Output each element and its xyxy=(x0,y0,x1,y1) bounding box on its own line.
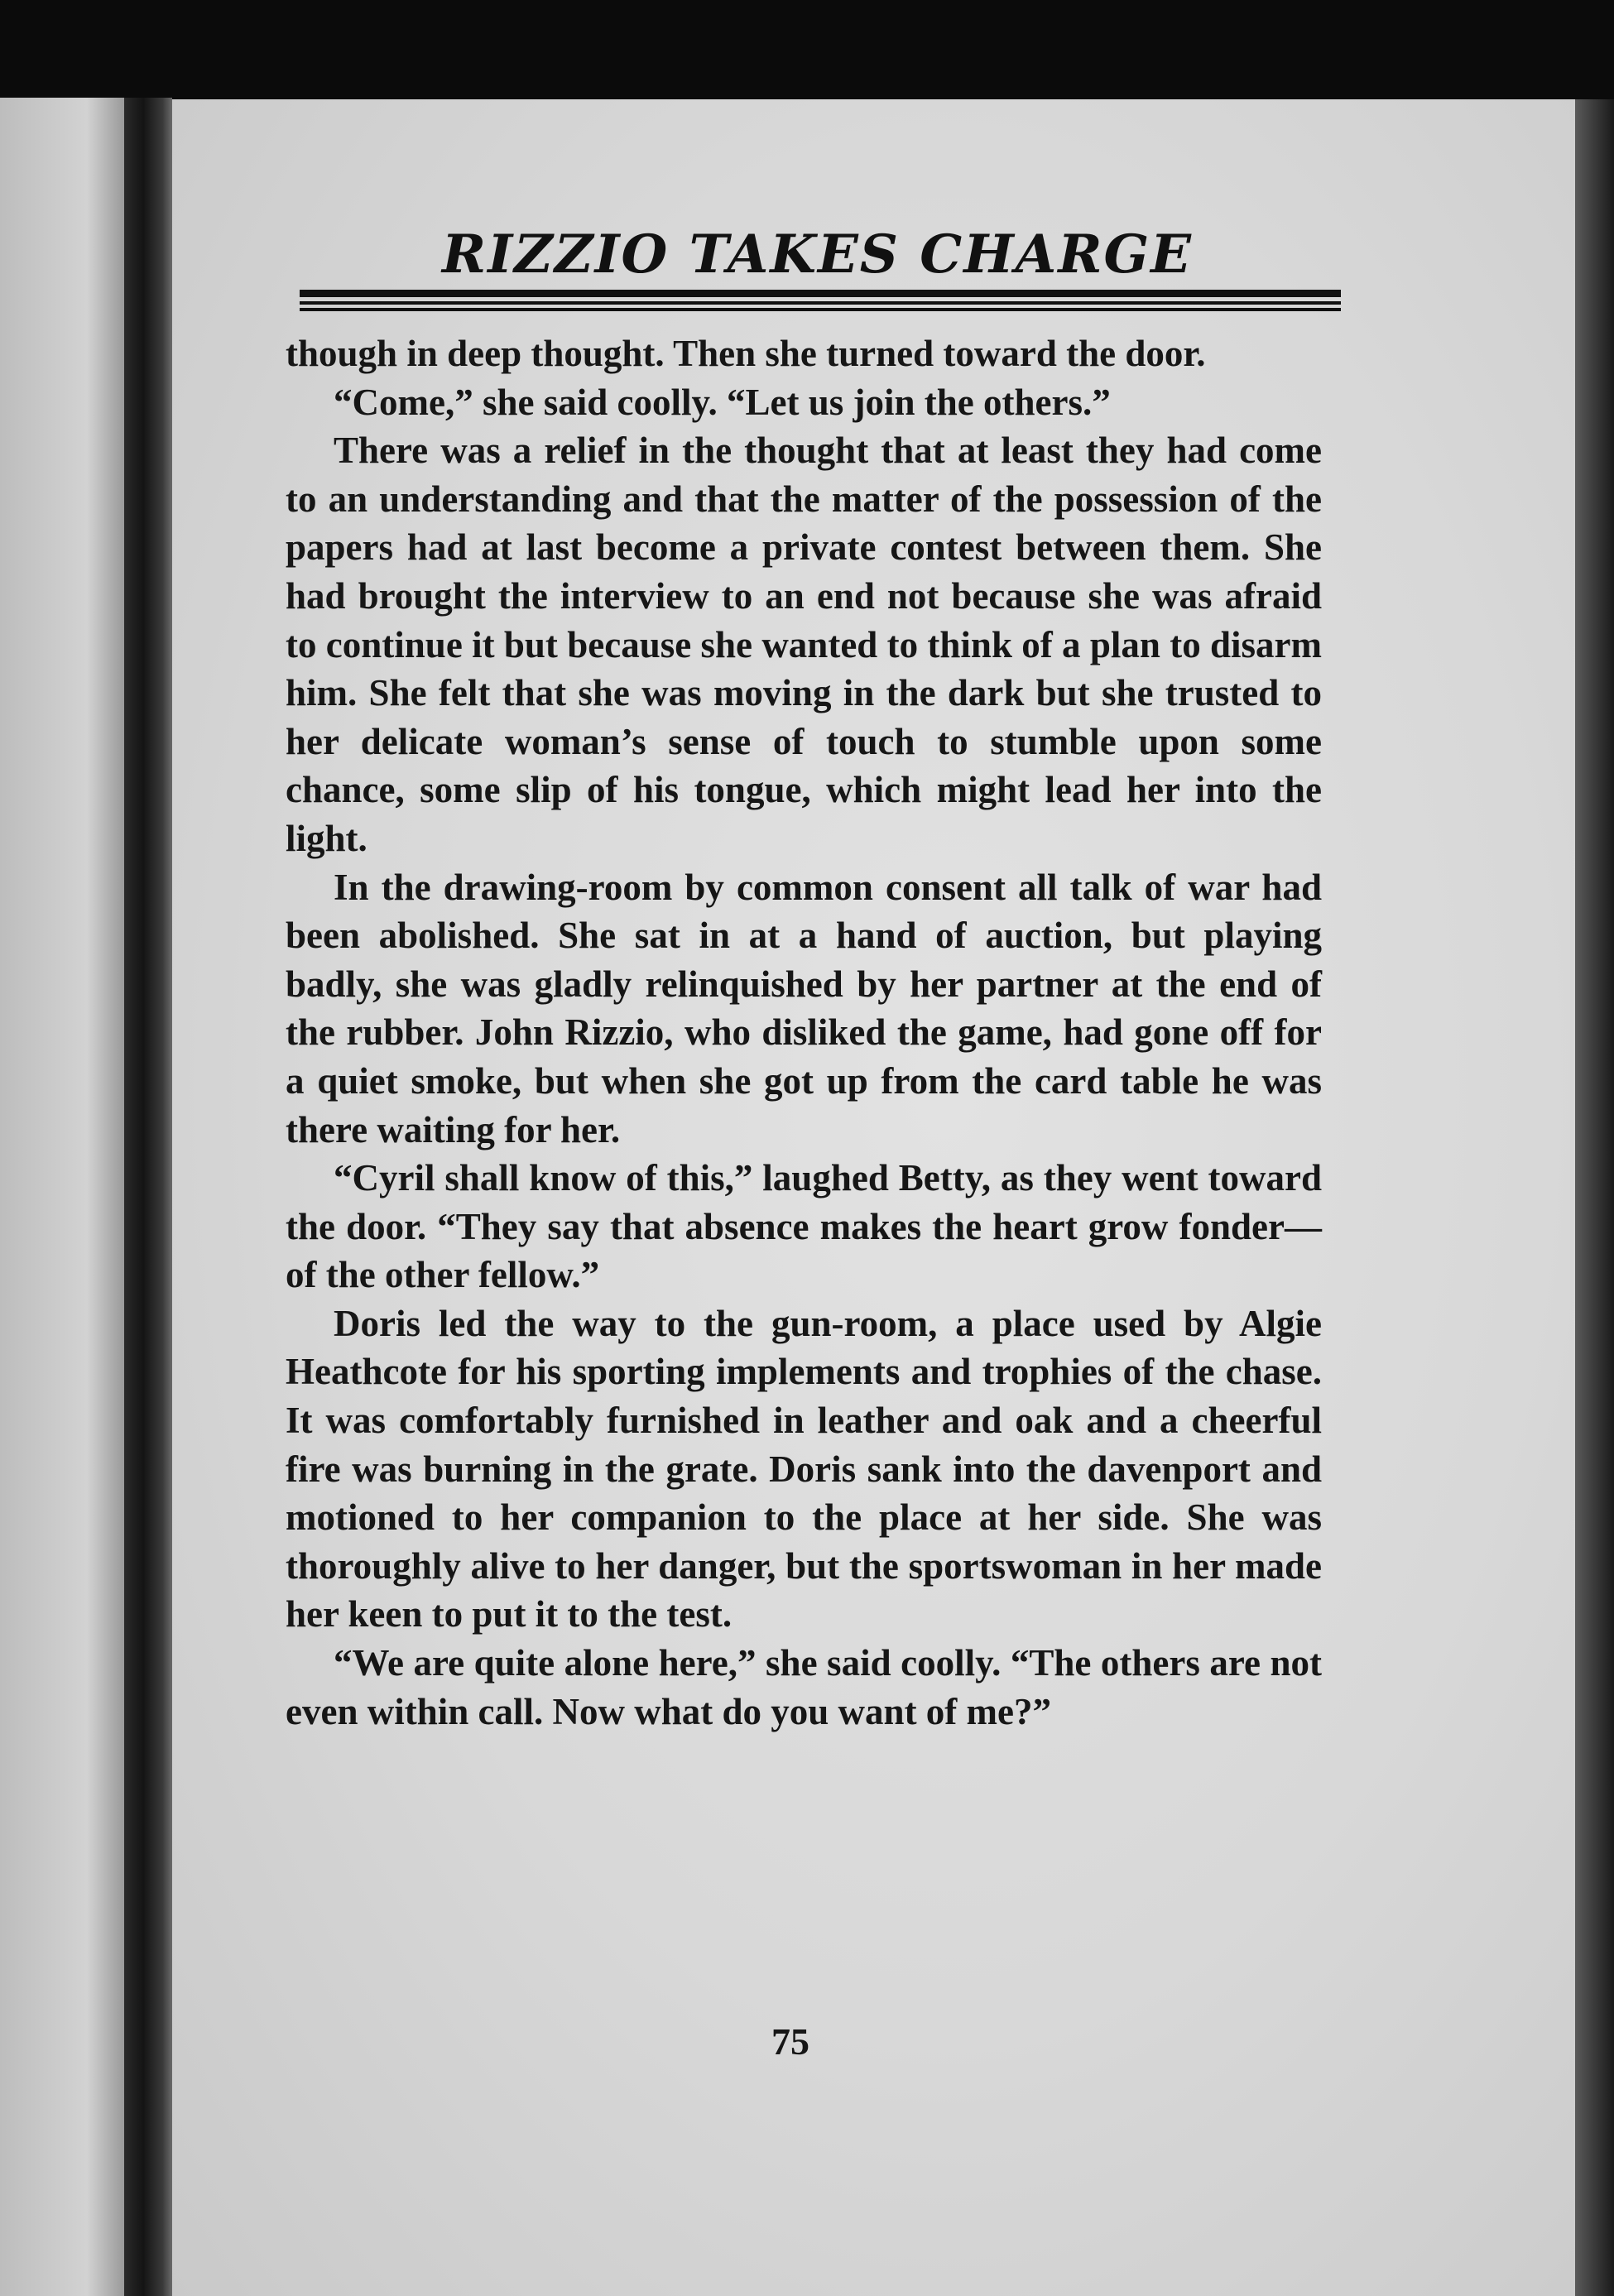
page-number: 75 xyxy=(771,2020,809,2063)
page-edge-shadow xyxy=(1575,99,1614,2296)
header-rule-thin-lower xyxy=(300,308,1341,311)
book-gutter xyxy=(124,98,172,2296)
header-rule-thin xyxy=(300,301,1341,305)
paragraph: There was a relief in the thought that at least they had come to an understanding and that the matter of the possession of the papers had at last become a private contest between them. She had brought the interview to an end not because she was afraid to continue it but because she wanted to think of a plan to disarm him. She felt that she was moving in the dark but she trusted to her delicate woman’s sense of touch to stumble upon some chance, some slip of his tongue, which might lead her into the light. xyxy=(286,430,1322,859)
paragraph: “Come,” she said coolly. “Let us join the others.” xyxy=(334,381,1111,423)
paragraph: Doris led the way to the gun-room, a place used by Algie Heathcote for his sporting implements and trophies of the chase. It was comfortably furnished in leather and oak and a cheerful fire was burning in the grate. Doris sank into the davenport and motioned to her companion to the place at her side. She was thoroughly alive to her danger, but the sportswoman in her made her keen to put it to the test. xyxy=(286,1302,1322,1636)
paragraph-continued: though in deep thought. Then she turned toward the door. xyxy=(286,333,1206,374)
paragraph: “Cyril shall know of this,” laughed Betty, as they went toward the door. “They say that absence makes the heart grow fonder—of the other fellow.” xyxy=(286,1157,1322,1296)
body-text xyxy=(286,329,1322,1736)
header-rule-thick xyxy=(300,290,1341,297)
paragraph: In the drawing-room by common consent all talk of war had been abolished. She sat in at a hand of auction, but playing badly, she was gladly relinquished by her partner at the end of the rubber. John Rizzio, who disliked the game, had gone off for a quiet smoke, but when she got up from the card table he was there waiting for her. xyxy=(286,866,1322,1150)
paragraph: “We are quite alone here,” she said coolly. “The others are not even within call. Now what do you want of me?” xyxy=(286,1642,1322,1732)
running-header: RIZZIO TAKES CHARGE xyxy=(442,223,1193,286)
facing-page-edge xyxy=(0,98,124,2296)
